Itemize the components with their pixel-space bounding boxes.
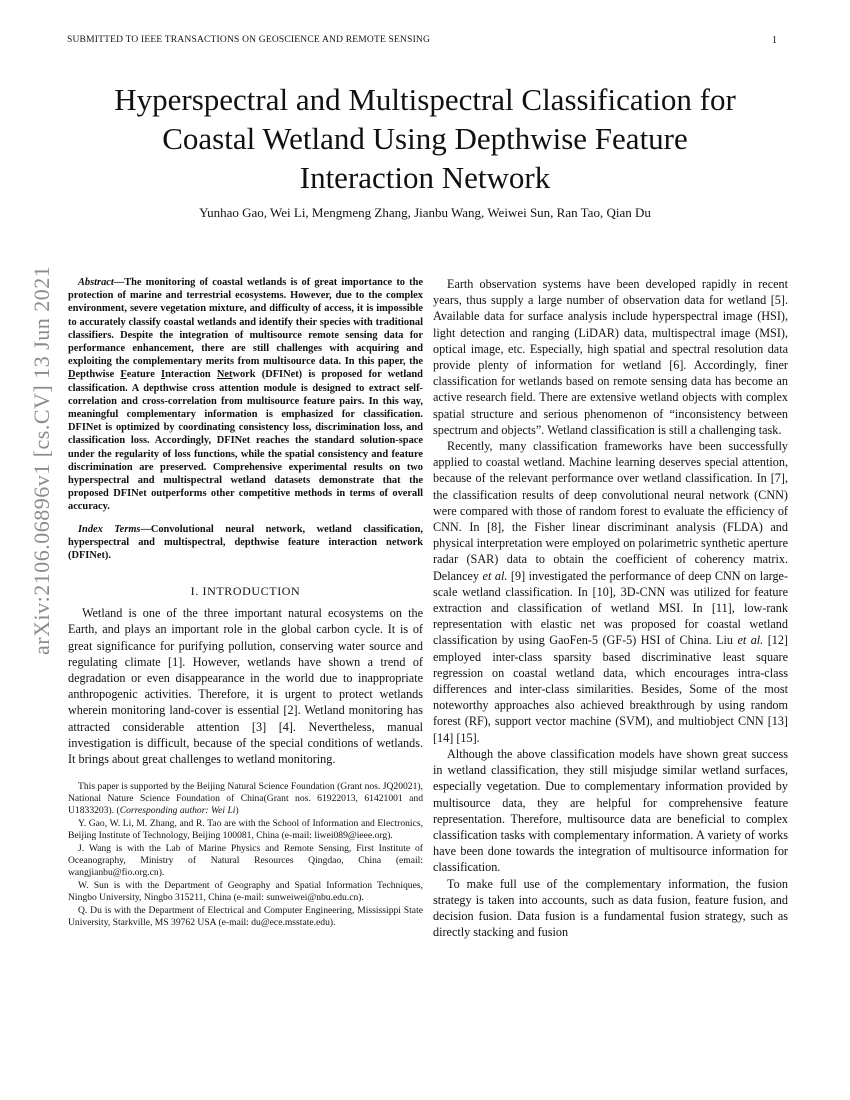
title-line: Interaction Network	[299, 160, 551, 195]
body-text: [9] investigated the performance of deep CNN on large-scale wetland classification. In [10], 3D-CNN was utilized for feature extraction and classification of wetland MSI. In [11], low-rank representation with elastic net was proposed for coastal wetland classification by using GaoFen-5 (GF-5) HSI of China. Liu	[433, 568, 788, 648]
footnote-text: This paper is supported by the Beijing Natural Science Foundation (Grant nos. JQ20021), National Nature Science Foundation of China(Grant nos. 61922013, 61421001 and U1833203). (	[68, 781, 423, 817]
acronym-letter: Net	[216, 369, 233, 381]
affiliation-footnote: Y. Gao, W. Li, M. Zhang, and R. Tao are with the School of Information and Electronics, Beijing Institute of Technology, Beijing 100081, China (e-mail: liwei089@ieee.org).	[68, 818, 423, 842]
affiliation-footnote: Q. Du is with the Department of Electrical and Computer Engineering, Mississippi State University, Starkville, MS 39762 USA (e-mail: du@ece.msstate.edu).	[68, 905, 423, 929]
abstract-text: (DFINet) is proposed for wetland classification. A depthwise cross attention module is designed to extract self-correlation and cross-correlation from multisource feature pairs. In this way, meaningful complementary information is emphasized for classification. DFINet is optimized by coordinating consistency loss, discrimination loss, and classification loss. Accordingly, DFINet reaches the standard solution-space under the regularity of loss functions, while the spatial consistency and feature discrimination are preserved. Comprehensive experimental results on two hyperspectral and multispectral wetland datasets demonstrate that the proposed DFINet outperforms other competitive methods in terms of overall accuracy.	[68, 369, 423, 513]
body-text: [12] employed inter-class sparsity based discriminative least square regression on coastal wetland data, which encourages intra-class differences and inter-class similarities. Besides, Some of the most noteworthy approaches also achieved breakthrough by using random forest (RF), support vector machine (SVM), and multiobject CNN [13] [14] [15].	[433, 633, 788, 745]
page-number: 1	[772, 35, 777, 46]
abstract-text: epthwise	[75, 369, 121, 381]
acronym-letter: F	[120, 369, 127, 381]
footnotes	[68, 781, 423, 929]
body-text: Recently, many classification frameworks have been successfully applied to coastal wetland. Machine learning deserves special attention, because of the relevant performance over wetland classification. In [7], the classification results of deep convolutional neural network (CNN) were compared with those of random forest to evaluate the efficiency of CNN. In [8], the Fisher linear discriminant analysis (FLDA) and physical interpretation were employed on polarimetric synthetic aperture radar (SAR) data to obtain the coefficient of coherency matrix. Delancey	[433, 439, 788, 583]
intro-paragraph: Wetland is one of the three important natural ecosystems on the Earth, and plays an important role in the global carbon cycle. It is of great significance for purifying pollution, conserving water source and regulating climate [1]. However, wetlands have shown a trend of degradation or even disappearance in the world due to inappropriate anthropogenic activities. Therefore, it is urgent to protect wetlands wherein monitoring land-cover is essential [2]. Wetland monitoring has attracted considerable attention [3] [4]. Nevertheless, manual investigation is difficult, because of the special conditions of wetlands. It brings about great challenges to wetland monitoring.	[68, 606, 423, 767]
acronym-letter: I	[161, 369, 166, 381]
body-paragraph: Earth observation systems have been developed rapidly in recent years, thus supply a large number of observation data for wetland [5]. Available data for surface analysis include hyperspectral image (HSI), light detection and ranging (LiDAR) data, multispectral image (MSI), optical image, etc. Especially, high spatial and spectral resolution data provide plenty of information for wetland [6]. Accordingly, finer classification for wetlands based on remote sensing data has become an active research field. There are extensive wetland objects with complex spatial structure and serious phenomenon of “inconsistency between spectrum and objects”. Wetland classification is still a challenging task.	[433, 277, 788, 437]
paper-title	[40, 80, 810, 197]
section-heading: I. INTRODUCTION	[190, 584, 301, 599]
footnote-text: )	[235, 805, 239, 817]
index-terms-label: Index Terms	[78, 523, 141, 535]
abstract-text: work	[232, 369, 256, 381]
body-paragraph	[433, 438, 788, 746]
abstract-label: Abstract	[78, 277, 114, 288]
affiliation-footnote: W. Sun is with the Department of Geography and Spatial Information Techniques, Ningbo University, Ningbo 315211, China (e-mail: sunweiwei@nbu.edu.cn).	[68, 880, 423, 904]
arxiv-stamp: arXiv:2106.06896v1 [cs.CV] 13 Jun 2021	[29, 265, 54, 655]
title-line: Hyperspectral and Multispectral Classification for	[114, 82, 736, 117]
abstract-text: —The monitoring of coastal wetlands is of great importance to the protection of marine and terrestrial ecosystems. However, due to the complex environment, severe vegetation mixture, and difficulty of access, it is impossible to accurately classify coastal wetlands and identify their species with traditional classifiers. Despite the integration of multisource remote sensing data for performance enhancement, there are still challenges with acquiring and exploiting the complementary merits from multisource data. In this paper, the	[68, 277, 423, 368]
abstract-text: eature	[126, 369, 162, 381]
author-list: Yunhao Gao, Wei Li, Mengmeng Zhang, Jianbu Wang, Weiwei Sun, Ran Tao, Qian Du	[199, 205, 651, 220]
body-paragraph: To make full use of the complementary information, the fusion strategy is taken into accounts, such as data fusion, feature fusion, and decision fusion. Data fusion is a fundamental fusion strategy, such as directly stacking and fusion	[433, 876, 788, 940]
et-al: et al.	[482, 568, 508, 583]
index-terms	[68, 523, 423, 563]
abstract	[68, 276, 423, 514]
corresponding-author: Corresponding author: Wei Li	[119, 805, 236, 817]
body-paragraph: Although the above classification models have shown great success in wetland classification, they still misjudge similar wetland surfaces, especially vegetation. Due to complementary information provided by multisource data, they are helpful for comprehensive feature representation. Therefore, multisource data are beneficial to complex classification tasks with complementary information. A variety of works have been done towards the integration of multisource information for classification.	[433, 746, 788, 875]
acronym-letter: D	[68, 369, 76, 381]
index-terms-text: —Convolutional neural network, wetland classification, hyperspectral and multispectral, depthwise feature interaction network (DFINet).	[68, 523, 423, 562]
affiliation-footnote: J. Wang is with the Lab of Marine Physics and Remote Sensing, First Institute of Oceanography, Ministry of Natural Resources Qingdao, China (email: wangjianbu@fio.org.cn).	[68, 843, 423, 879]
et-al: et al.	[737, 633, 764, 648]
left-column	[68, 276, 423, 930]
right-column	[433, 276, 788, 940]
funding-footnote	[68, 781, 423, 817]
abstract-text: nteraction	[165, 369, 211, 381]
title-line: Coastal Wetland Using Depthwise Feature	[162, 121, 688, 156]
running-header: SUBMITTED TO IEEE TRANSACTIONS ON GEOSCIENCE AND REMOTE SENSING	[67, 35, 431, 45]
